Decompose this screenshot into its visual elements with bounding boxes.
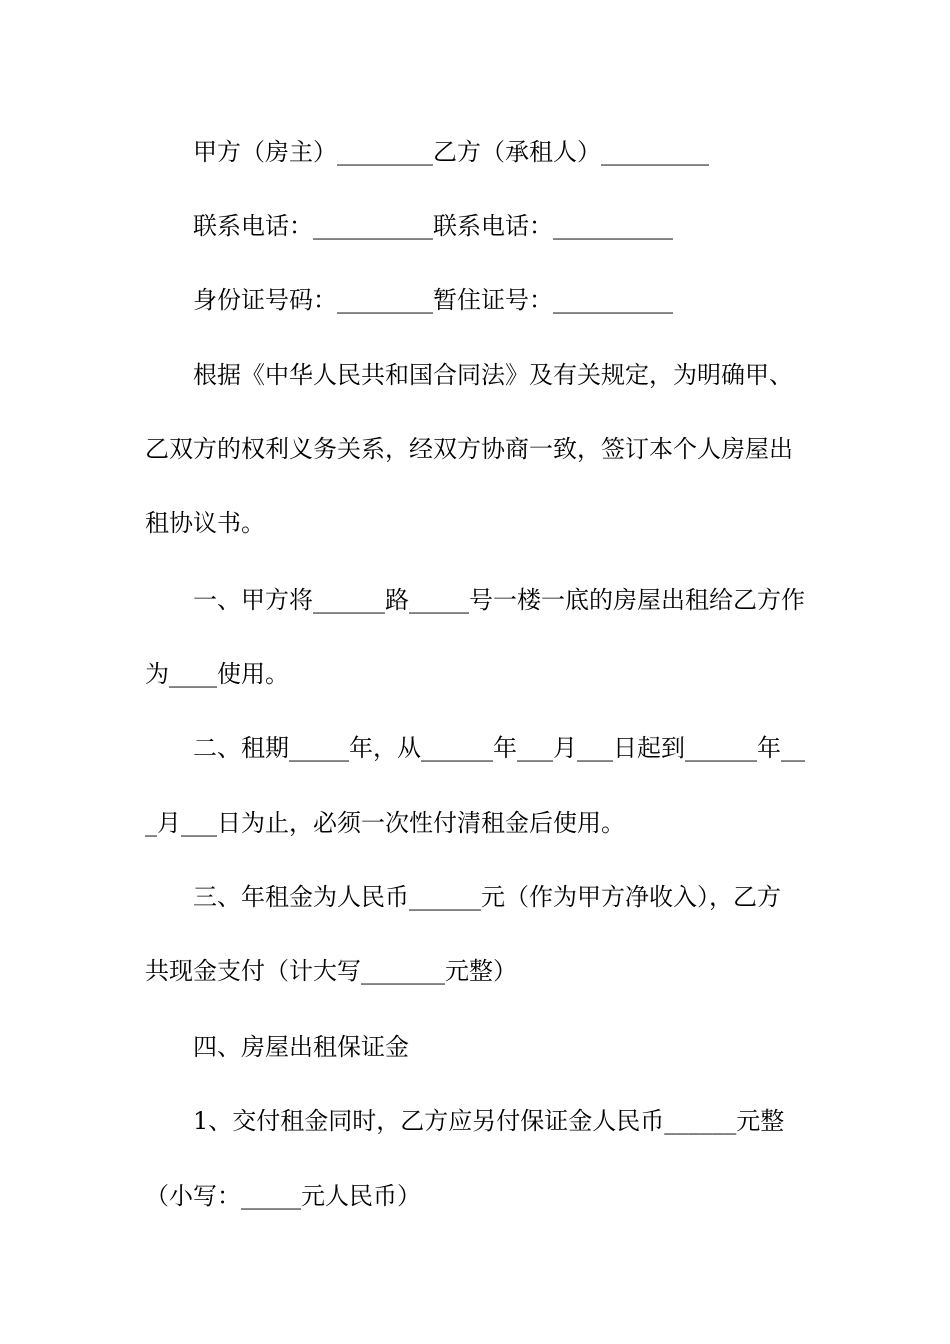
- clause-1-line-1: 一、甲方将______路_____号一楼一底的房屋出租给乙方作: [193, 586, 805, 614]
- party-names-line: 甲方（房主）________乙方（承租人）_________: [193, 138, 709, 166]
- phone-line: 联系电话：__________联系电话：__________: [193, 212, 673, 240]
- clause-3-line-2: 共现金支付（计大写_______元整）: [145, 957, 517, 985]
- clause-3-line-1: 三、年租金为人民币______元（作为甲方净收入），乙方: [193, 883, 781, 911]
- preamble-line-1: 根据《中华人民共和国合同法》及有关规定，为明确甲、: [193, 361, 793, 389]
- clause-1-line-2: 为____使用。: [145, 660, 289, 688]
- id-number-line: 身份证号码：________暂住证号：__________: [193, 286, 673, 314]
- preamble-line-3: 租协议书。: [145, 509, 265, 537]
- preamble-line-2: 乙双方的权利义务关系，经双方协商一致，签订本个人房屋出: [145, 435, 793, 463]
- clause-2-line-1: 二、租期_____年，从______年___月___日起到______年__: [193, 734, 805, 762]
- clause-4-item-1-line-1: 1、交付租金同时，乙方应另付保证金人民币______元整: [193, 1107, 785, 1135]
- clause-2-line-2: _月___日为止，必须一次性付清租金后使用。: [145, 809, 625, 837]
- clause-4-item-1-line-2: （小写：_____元人民币）: [145, 1182, 421, 1210]
- clause-4-heading: 四、房屋出租保证金: [193, 1033, 409, 1061]
